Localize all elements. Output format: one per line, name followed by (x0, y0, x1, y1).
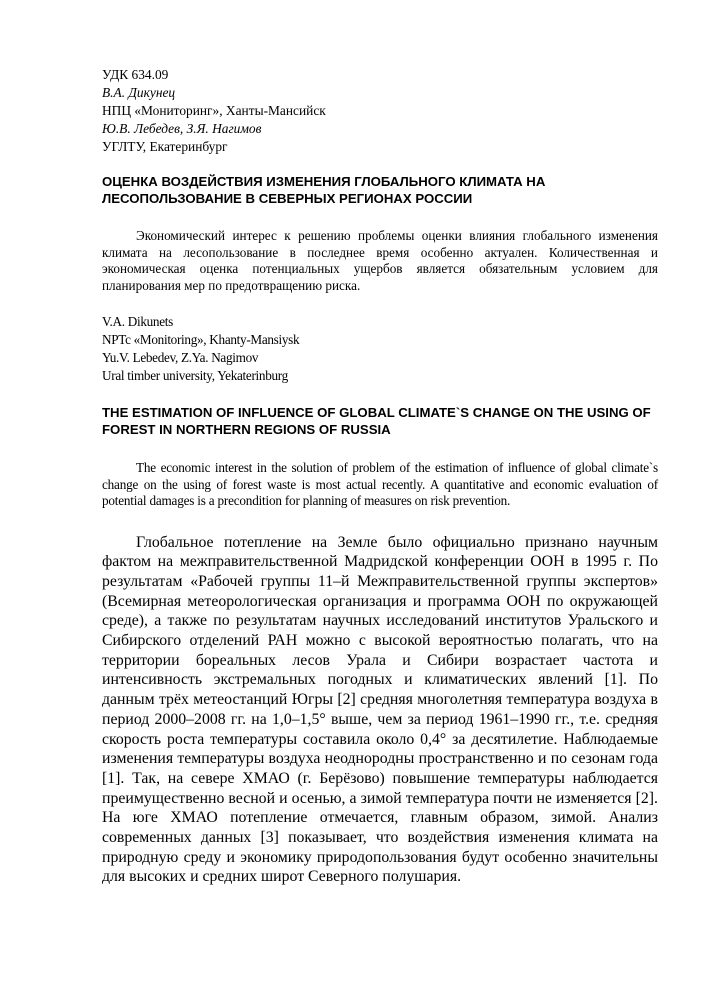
author-names: Yu.V. Lebedev, Z.Ya. Nagimov (102, 350, 259, 365)
english-abstract: The economic interest in the solution of problem of the estimation of influence of global climate`s change on the using of forest waste is most actual recently. A quantitative and economic evaluation of potential damages is a precondition for planning of measures on risk prevention. (102, 460, 658, 508)
russian-header (102, 66, 658, 156)
english-title: THE ESTIMATION OF INFLUENCE OF GLOBAL CLIMATE`S CHANGE ON THE USING OF FOREST IN NORTHERN REGIONS OF RUSSIA (102, 405, 651, 437)
affiliation: УГЛТУ, Екатеринбург (102, 139, 228, 154)
udk-code: УДК 634.09 (102, 67, 169, 82)
affiliation: NPTc «Monitoring», Khanty-Mansiysk (102, 332, 300, 347)
affiliation: НПЦ «Мониторинг», Ханты-Мансийск (102, 103, 326, 118)
english-header (102, 313, 658, 385)
author-name: В.А. Дикунец (102, 85, 176, 100)
article-page (102, 66, 658, 887)
russian-abstract: Экономический интерес к решению проблемы оценки влияния глобального изменения климата на лесопользование в последнее время особенно актуален. Количественная и экономическая оценка потенциальных ущербов является обязательным условием для планирования мер по предотвращению риска. (102, 228, 658, 293)
author-names: Ю.В. Лебедев, З.Я. Нагимов (102, 121, 262, 136)
author-name: V.A. Dikunets (102, 314, 173, 329)
affiliation: Ural timber university, Yekaterinburg (102, 368, 288, 383)
body-paragraph: Глобальное потепление на Земле было официально признано научным фактом на межправительственной Мадридской конференции ООН в 1995 г. По результатам «Рабочей группы 11–й Межправительственной группы экспертов» (Всемирная метеорологическая организация и программа ООН по окружающей среде), а также по результатам научных исследований институтов Уральского и Сибирского отделений РАН можно с высокой вероятностью полагать, что на территории бореальных лесов Урала и Сибири возрастает частота и интенсивность экстремальных погодных и климатических явлений [1]. По данным трёх метеостанций Югры [2] средняя многолетняя температура воздуха в период 2000–2008 гг. на 1,0–1,5° выше, чем за период 1961–1990 гг., т.е. средняя скорость роста температуры составила около 0,4° за десятилетие. Наблюдаемые изменения температуры воздуха неоднородны пространственно и по сезонам года [1]. Так, на севере ХМАО (г. Берёзово) повышение температуры наблюдается преимущественно весной и осенью, а зимой температура почти не изменяется [2]. На юге ХМАО потепление отмечается, главным образом, зимой. Анализ современных данных [3] показывает, что воздействия изменения климата на природную среду и экономику природопользования будут особенно значительны для высоких и средних широт Северного полушария. (102, 533, 658, 886)
russian-title: ОЦЕНКА ВОЗДЕЙСТВИЯ ИЗМЕНЕНИЯ ГЛОБАЛЬНОГО КЛИМАТА НА ЛЕСОПОЛЬЗОВАНИЕ В СЕВЕРНЫХ РЕГИОНАХ РОССИИ (102, 174, 546, 206)
